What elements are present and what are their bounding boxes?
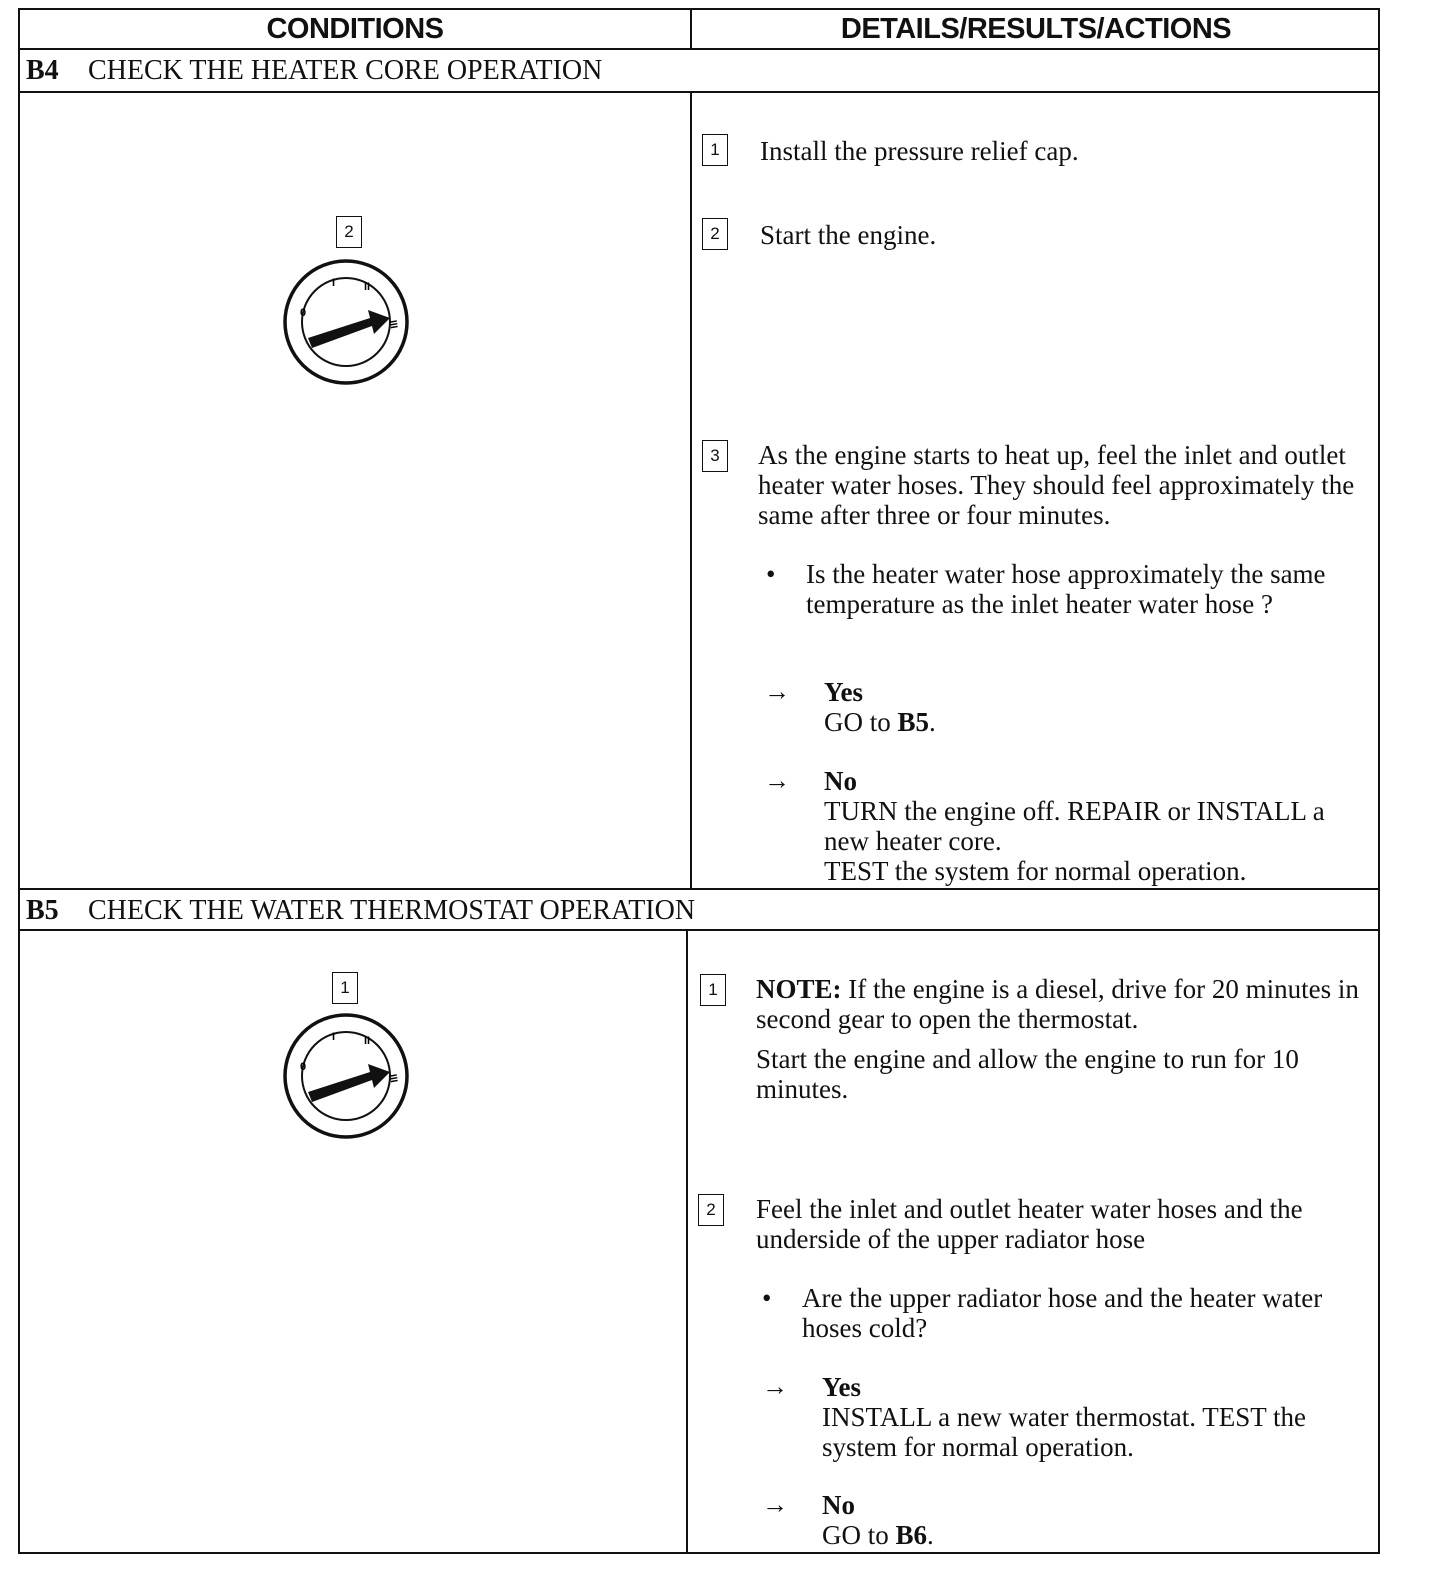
b5-no-target-link[interactable]: B6: [895, 1520, 928, 1550]
b5-no-arrow: →: [762, 1490, 788, 1519]
b4-yes-block: [824, 677, 1364, 737]
b5-yes-arrow: →: [762, 1372, 788, 1401]
b5-question-text: Are the upper radiator hose and the heater water hoses cold?: [802, 1283, 1323, 1343]
b4-step-1-text: Install the pressure relief cap.: [760, 136, 1079, 166]
b4-yes-action-suffix: .: [929, 707, 936, 737]
section-b4-title: [20, 50, 1378, 93]
ign-mark-1: I: [332, 1031, 336, 1043]
b4-no-action-1: TURN the engine off. REPAIR or INSTALL a new heater core.: [824, 796, 1325, 856]
b5-yes-label: Yes: [822, 1372, 861, 1402]
b5-step-2-box: 2: [698, 1194, 724, 1226]
key-arrow-shape: [308, 1064, 390, 1102]
b5-note-label: NOTE:: [756, 974, 842, 1004]
b5-step-1-box: 1: [700, 974, 726, 1006]
ignition-switch-icon: [280, 256, 412, 388]
ign-mark-1: I: [332, 277, 336, 289]
b5-no-action-prefix: GO to: [822, 1520, 896, 1550]
b5-step-1-text: Start the engine and allow the engine to run for 10 minutes.: [756, 1044, 1299, 1104]
b5-note-text: If the engine is a diesel, drive for 20 minutes in second gear to open the thermostat.: [756, 974, 1359, 1034]
b4-yes-target-link[interactable]: B5: [897, 707, 930, 737]
b5-yes-block: [822, 1372, 1368, 1462]
b4-no-label: No: [824, 766, 857, 796]
b4-step-3-box: 3: [702, 440, 728, 472]
b4-yes-arrow: →: [764, 677, 790, 706]
b4-no-arrow: →: [764, 766, 790, 795]
section-b5-title: [20, 888, 1378, 931]
b5-yes-action: INSTALL a new water thermostat. TEST the system for normal operation.: [822, 1402, 1306, 1462]
b4-figure-step-box: 2: [336, 216, 362, 248]
ignition-switch-icon: [280, 1010, 412, 1142]
b5-column-divider: [686, 931, 688, 1554]
b4-step-3-text: As the engine starts to heat up, feel the inlet and outlet heater water hoses. They should feel approximately the same after three or four minutes.: [758, 440, 1355, 530]
b4-step-1-box: 1: [702, 134, 728, 166]
b5-step-2-text: Feel the inlet and outlet heater water hoses and the underside of the upper radiator hose: [756, 1194, 1303, 1254]
b4-yes-label: Yes: [824, 677, 863, 707]
conditions-header: CONDITIONS: [20, 10, 692, 50]
ign-mark-0: 0: [300, 307, 307, 319]
section-b5-heading: CHECK THE WATER THERMOSTAT OPERATION: [88, 895, 696, 926]
b4-question-text: Is the heater water hose approximately the same temperature as the inlet heater water hose ?: [806, 559, 1326, 619]
b5-no-block: [822, 1490, 1368, 1550]
ign-mark-3: III: [386, 319, 400, 330]
ign-mark-2: II: [364, 1035, 371, 1047]
b5-question-bullet: •: [762, 1283, 772, 1313]
ign-mark-3: III: [386, 1073, 400, 1084]
section-b4-code: B4: [26, 55, 59, 86]
b4-step-2-box: 2: [702, 218, 728, 250]
b5-no-action-suffix: .: [927, 1520, 934, 1550]
diagnostic-table: [18, 8, 1380, 1554]
b4-no-action-2: TEST the system for normal operation.: [824, 856, 1247, 886]
key-arrow-shape: [308, 310, 390, 348]
b5-no-label: No: [822, 1490, 855, 1520]
b5-step-1-block: [756, 974, 1370, 1104]
ign-mark-2: II: [364, 281, 371, 293]
b4-question-bullet: •: [766, 559, 776, 589]
b4-no-block: [824, 766, 1364, 886]
section-b4-heading: CHECK THE HEATER CORE OPERATION: [88, 55, 603, 86]
b4-column-divider: [690, 93, 692, 888]
b5-figure-step-box: 1: [332, 972, 358, 1004]
b4-yes-action-prefix: GO to: [824, 707, 898, 737]
details-header: DETAILS/RESULTS/ACTIONS: [692, 10, 1380, 50]
b4-step-2-text: Start the engine.: [760, 220, 937, 250]
ign-mark-0: 0: [300, 1061, 307, 1073]
section-b5-code: B5: [26, 895, 59, 926]
